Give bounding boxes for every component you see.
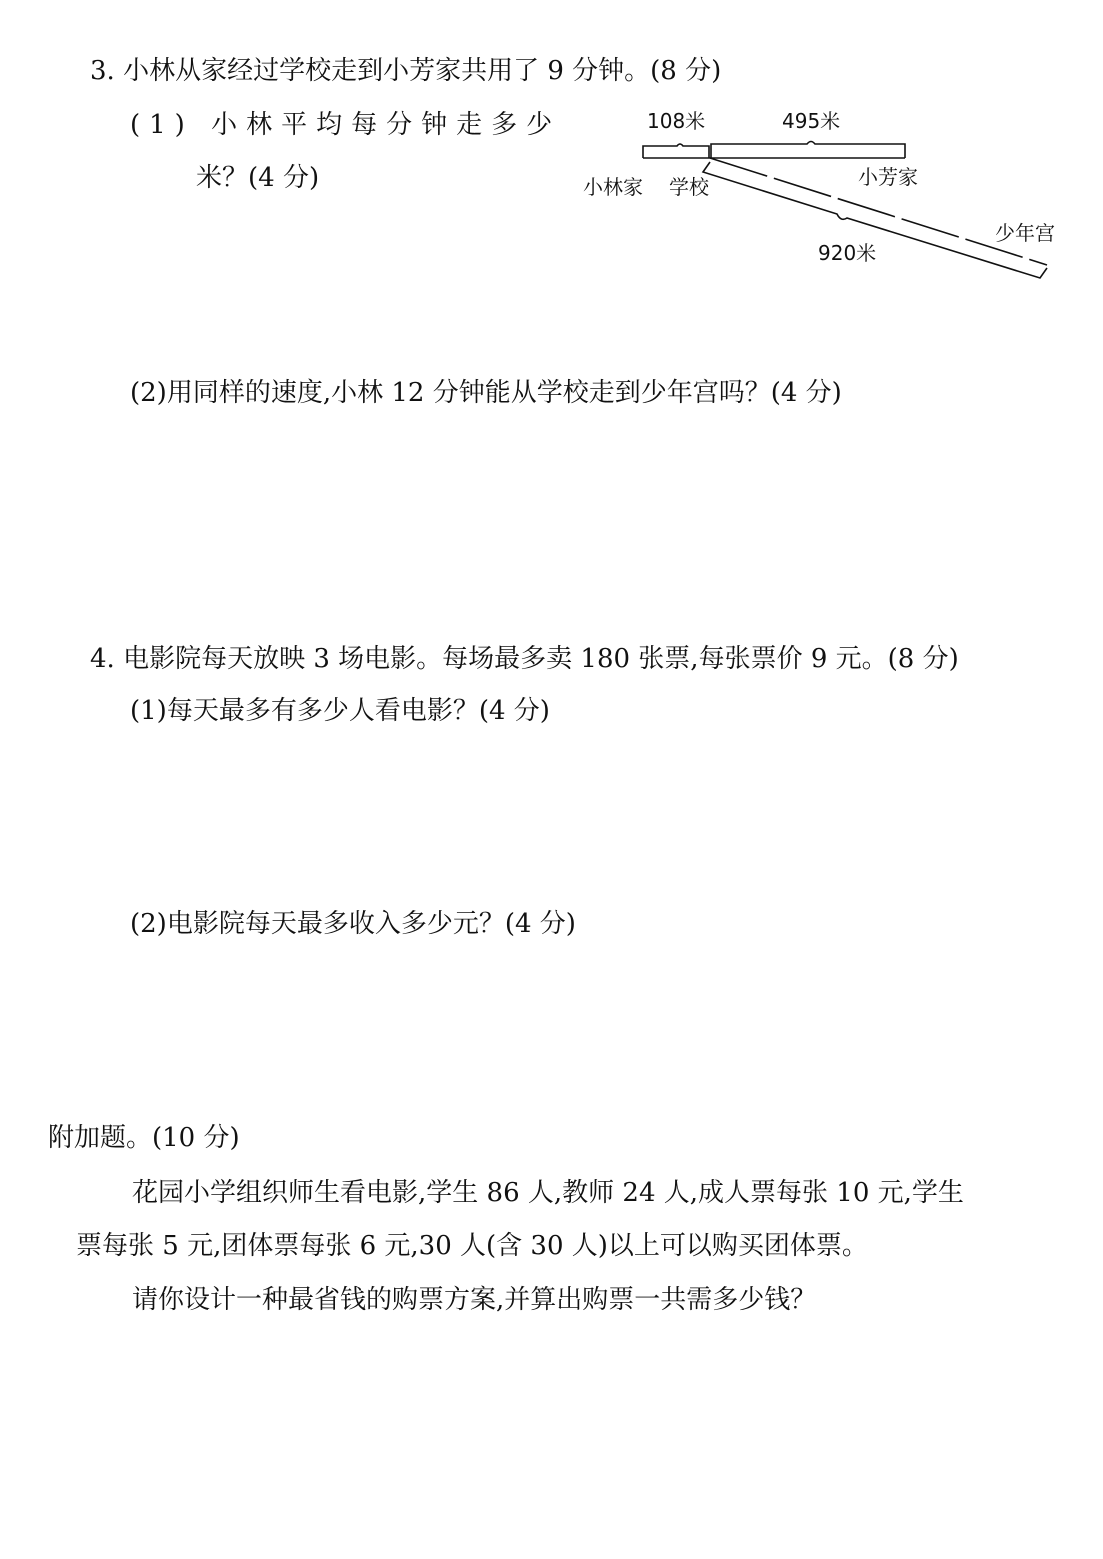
label-495: 495米	[782, 109, 841, 133]
brace-495	[711, 142, 905, 159]
q3-part1-line1: (1) 小林平均每分钟走多少	[130, 110, 562, 140]
bonus-line1: 花园小学组织师生看电影,学生 86 人,教师 24 人,成人票每张 10 元,学生	[132, 1178, 964, 1208]
q4-part1: (1)每天最多有多少人看电影？(4 分)	[130, 696, 550, 726]
route-diagram	[575, 100, 1075, 290]
label-school: 学校	[669, 175, 709, 199]
label-home: 小林家	[583, 175, 643, 199]
bonus-line2: 票每张 5 元,团体票每张 6 元,30 人(含 30 人)以上可以购买团体票。	[76, 1231, 868, 1261]
q3-part2: (2)用同样的速度,小林 12 分钟能从学校走到少年宫吗？(4 分)	[130, 378, 842, 408]
q3-part1-line2: 米？(4 分)	[196, 163, 320, 193]
label-108: 108米	[647, 109, 706, 133]
q4-heading: 4. 电影院每天放映 3 场电影。每场最多卖 180 张票,每张票价 9 元。(8 分)	[90, 644, 959, 674]
label-youth-palace: 少年宫	[995, 221, 1055, 245]
q3-heading: 3. 小林从家经过学校走到小芳家共用了 9 分钟。(8 分)	[90, 56, 722, 86]
label-920: 920米	[818, 241, 877, 265]
label-xiaofang-home: 小芳家	[858, 165, 918, 189]
brace-108	[643, 144, 709, 158]
bonus-line3: 请你设计一种最省钱的购票方案,并算出购票一共需多少钱？	[132, 1285, 817, 1315]
q4-part2: (2)电影院每天最多收入多少元？(4 分)	[130, 909, 576, 939]
bonus-title: 附加题。(10 分)	[48, 1123, 240, 1153]
